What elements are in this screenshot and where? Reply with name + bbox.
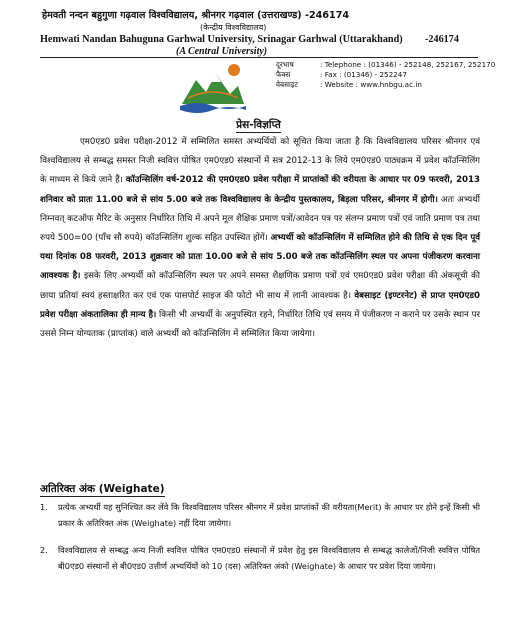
contact-website: वेबसाइट : Website : www.hnbgu.ac.in bbox=[276, 80, 422, 90]
list-item: 1. प्रत्येक अभ्यर्थी यह सुनिश्चित कर लेंवे कि विश्वविद्यालय परिसर श्रीनगर में प्रवेश प्राप्तांकों की वरीयता(Merit) के आधार पर होने इन्हें किसी भी प्रकार के अतिरिक्त अंक (Weighate) नहीं दिया जायेगा। bbox=[40, 502, 480, 528]
notice-counselling-date: कॉउन्सिलिंग वर्ष-2012 की एम0एड0 प्रवेश परीक्षा में प्राप्तांकों की वरीयता के आधार पर 09 फरवरी, 2013 शनिवार को प्रातः 11.00 बजे से सांय 5.00 बजे तक विश्वविद्यालय के केन्द्रीय पुस्तकालय, बिड़ला परिसर, श्रीनगर में होगी। bbox=[40, 175, 480, 205]
university-name-english: Hemwati Nandan Bahuguna Garhwal University, Srinagar Garhwal (Uttarakhand) bbox=[40, 34, 403, 45]
notice-text-p3: इसके लिए अभ्यर्थी को कॉउन्सिलिंग स्थल पर अपने समस्त शैक्षणिक प्रमाण पत्रों एवं एम0एड0 प्रवेश परीक्षा की अंकसूची की छाया प्रतियां स्वयं हस्ताक्षरित कर एवं एक पासपोर्ट साइज की फोटो भी साथ में लानी आवश्यक है। bbox=[40, 271, 480, 301]
weightage-heading: अतिरिक्त अंक (Weighate) bbox=[40, 483, 165, 495]
list-item: 2. विश्वविद्यालय से सम्बद्ध अन्य निजी स्ववित्त पोषित एम0एड0 संस्थानों में प्रवेश हेतु इस विश्वविद्यालय से सम्बद्ध कालेजों/निजी स्ववित्त पोषित बी0एड0 संस्थानों से बी0एड0 उत्तीर्ण अभ्यर्थियों को 10 (दस) अतिरिक्त अंको (Weighate) के आधार पर प्रवेश दिया जायेगा। bbox=[40, 545, 480, 571]
central-university-hindi: (केन्द्रीय विश्वविद्यालय) bbox=[200, 23, 267, 32]
central-university-english: (A Central University) bbox=[176, 46, 268, 57]
notice-body bbox=[40, 133, 480, 344]
contact-block bbox=[276, 60, 495, 91]
notice-text-p4: किसी भी अभ्यर्थी के अनुपस्थित रहने, निर्धारित तिथि एवं समय में पंजीकरण न कराने पर उसके स्थान पर उससे निम्न योग्यताक (प्राप्तांक) वाले अभ्यर्थी को कॉउन्सिलिंग में सम्मिलित किया जायेगा। bbox=[40, 309, 480, 340]
notice-registration-date: अभ्यर्थी को कॉउन्सिलिंग में सम्मिलित होने की तिथि से एक दिन पूर्व यथा दिनांक 08 फरवरी, 2013 शुक्रवार को प्रातः 10.00 बजे से सांय 5.00 बजे तक कॉउन्सिलिंग स्थल पर अपना पंजीकरण करवाना आवश्यक है। bbox=[40, 233, 480, 282]
pin-code: -246174 bbox=[425, 34, 459, 45]
header-divider bbox=[40, 57, 478, 58]
university-name-hindi: हेमवती नन्दन बहुगुणा गढ़वाल विश्वविद्यालय, श्रीनगर गढ़वाल (उत्तराखण्ड) -246174 bbox=[42, 10, 350, 21]
contact-telephone: दूरभाष : Telephone : (01346) - 252148, 252167, 252170 bbox=[276, 60, 496, 69]
press-release-title: प्रेस-विज्ञप्ति bbox=[236, 119, 281, 131]
university-logo bbox=[178, 58, 248, 114]
notice-text-p1: एम0एड0 प्रवेश परीक्षा-2012 में सम्मिलित समस्त अभ्यर्थियों को सूचित किया जाता है कि विश्वविद्यालय परिसर श्रीनगर एवं विश्वविद्यालय से सम्बद्ध समस्त निजी स्ववित्त पोषित एम0एड0 संस्थानों में सत्र 2012-13 के लिये एम0एड0 पाठ्यक्रम में प्रवेश कॉउन्सिलिंग के माध्यम से किये जाने हैं। bbox=[40, 137, 480, 186]
notice-text-p2: अतः अभ्यर्थी निम्नवत् कटऑफ मैरिट के अनुसार निर्धारित तिथि में अपने मूल शैक्षिक प्रमाण पत्रों/आवेदन पत्र पर संलग्न प्रमाण पत्रों एवं जाति प्रमाण पत्र तथा रुपये 500=00 (पाँच सौ रुपये) कॉउन्सिलिंग शुल्क सहित उपस्थित होंगें। bbox=[40, 194, 480, 244]
contact-fax: फैक्स : Fax : (01346) - 252247 bbox=[276, 70, 407, 80]
weightage-list bbox=[40, 500, 480, 586]
notice-marksheet-note: वेबसाइट (इण्टरनेट) से प्राप्त एम0एड0 प्रवेश परीक्षा अंकतालिका ही मान्य है। bbox=[40, 290, 480, 320]
